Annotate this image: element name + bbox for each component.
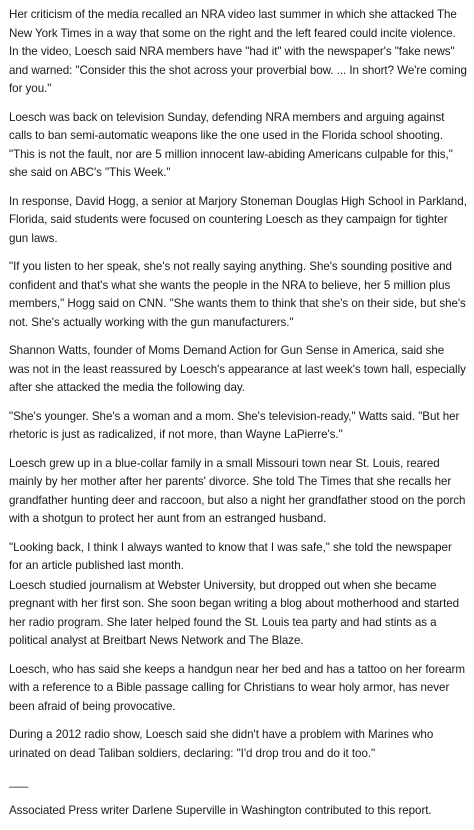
paragraph-media-criticism: Her criticism of the media recalled an NRA video last summer in which she attacked The New York Times in a way that some on the right and the left feared could incite violence. In the video, Loesch said NRA members have "had it" with the newspaper's "fake news" and warned: "Consider this the shot across your proverbial bow. ... In short? We're coming for you." (9, 8, 467, 95)
article-credit: Associated Press writer Darlene Superville in Washington contributed to this report. (9, 803, 432, 817)
article-body (9, 6, 467, 830)
paragraph-watts-reaction: Shannon Watts, founder of Moms Demand Action for Gun Sense in America, said she was not in the least reassured by Loesch's appearance at last week's town hall, especially after she attacked the media the following day. (9, 344, 466, 394)
paragraph-loesch-background: Loesch grew up in a blue-collar family in a small Missouri town near St. Louis, reared mainly by her mother after her parents' divorce. She told The Times that she recalls her grandfather hunting deer and raccoon, but also a night her grandfather stood on the porch with a shotgun to protect her aunt from an estranged husband. (9, 456, 466, 525)
paragraph-abc-interview: Loesch was back on television Sunday, defending NRA members and arguing against calls to ban semi-automatic weapons like the one used in the Florida school shooting. "This is not the fault, nor are 5 million innocent law-abiding Americans culpable for this," she said on ABC's "This Week." (9, 110, 453, 179)
paragraph-watts-quote: "She's younger. She's a woman and a mom. She's television-ready," Watts said. "But her rhetoric is just as radicalized, if not more, than Wayne LaPierre's." (9, 409, 460, 441)
paragraph-hogg-quote: "If you listen to her speak, she's not really saying anything. She's sounding positive and confident and that's what she wants the people in the NRA to believe, her 5 million plus members," Hogg said on CNN. "She wants them to think that she's on their side, but she's not. She's actually working with the gun manufacturers." (9, 260, 466, 329)
paragraph-radio-show: During a 2012 radio show, Loesch said she didn't have a problem with Marines who urinated on dead Taliban soldiers, declaring: "I'd drop trou and do it too." (9, 728, 434, 760)
article-separator: ___ (9, 775, 29, 788)
paragraph-hogg-response: In response, David Hogg, a senior at Marjory Stoneman Douglas High School in Parkland, Florida, said students were focused on countering Loesch as they campaign for tighter gun laws. (9, 194, 467, 245)
paragraph-handgun-tattoo: Loesch, who has said she keeps a handgun near her bed and has a tattoo on her forearm with a reference to a Bible passage calling for Christians to wear holy armor, has never been afraid of being provocative. (9, 662, 465, 713)
paragraph-journalism-career: Loesch studied journalism at Webster University, but dropped out when she became pregnant with her first son. She soon began writing a blog about motherhood and started her radio program. She later helped found the St. Louis tea party and had stints as a political analyst at Breitbart News Network and The Blaze. (9, 578, 460, 647)
paragraph-safety-quote: "Looking back, I think I always wanted to know that I was safe," she told the newspaper for an article published last month. (9, 540, 452, 572)
